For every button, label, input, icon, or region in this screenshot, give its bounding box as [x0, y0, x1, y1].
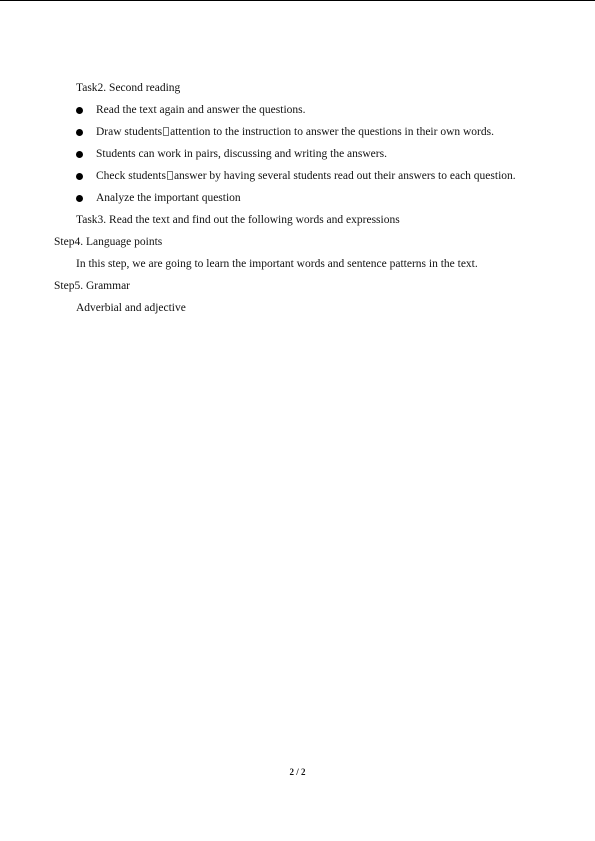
task2-heading: Task2. Second reading [76, 82, 181, 94]
bullet-dot-icon [76, 173, 83, 180]
bullet-dot-icon [76, 151, 83, 158]
step5-body: Adverbial and adjective [76, 302, 186, 314]
missing-glyph-icon [163, 127, 169, 136]
bullet-dot-icon [76, 129, 83, 136]
bullet-text: Analyze the important question [96, 192, 241, 204]
task3-heading: Task3. Read the text and find out the following words and expressions [76, 214, 400, 226]
bullet-text: Students can work in pairs, discussing and writing the answers. [96, 148, 387, 160]
bullet-dot-icon [76, 107, 83, 114]
bullet-text: Read the text again and answer the questions. [96, 104, 306, 116]
bullet-text: Check students answer by having several students read out their answers to each question. [96, 170, 516, 182]
step5-heading: Step5. Grammar [54, 280, 131, 292]
step4-body: In this step, we are going to learn the important words and sentence patterns in the text. [76, 258, 478, 270]
bullet-text: Draw students attention to the instruction to answer the questions in their own words. [96, 126, 494, 138]
bullet-dot-icon [76, 195, 83, 202]
page-number: 2 / 2 [289, 767, 306, 777]
page-top-border [0, 0, 595, 1]
step4-heading: Step4. Language points [54, 236, 163, 248]
missing-glyph-icon [167, 171, 173, 180]
